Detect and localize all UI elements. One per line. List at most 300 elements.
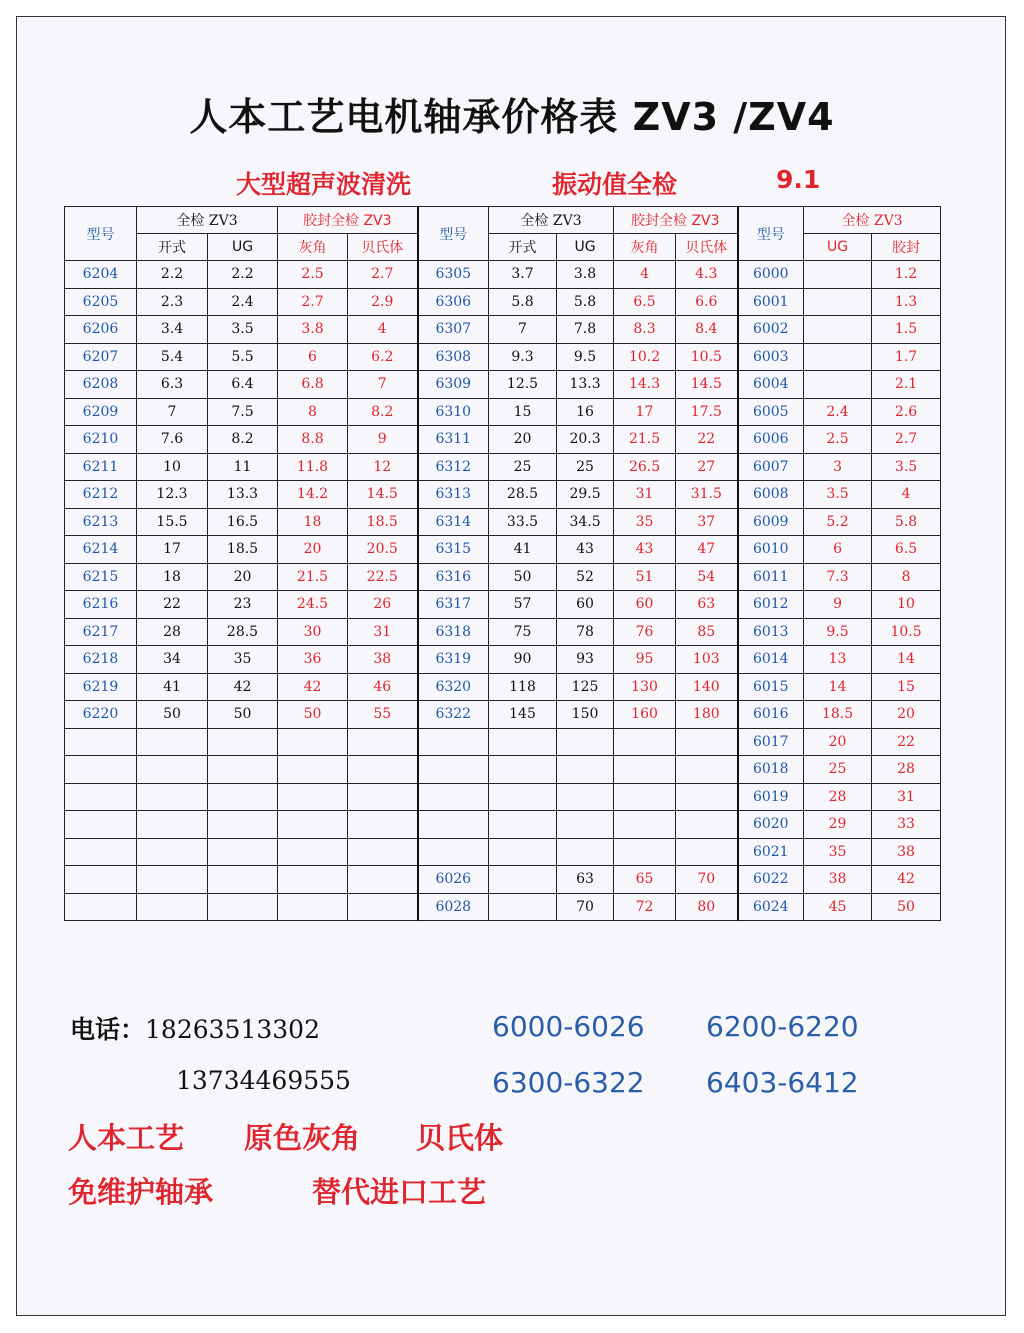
model-cell-m3: 6020 — [738, 811, 804, 839]
price-cell-f: 78 — [557, 618, 614, 646]
price-cell-d — [348, 838, 418, 866]
price-cell-d: 55 — [348, 701, 418, 729]
price-cell-i: 25 — [804, 756, 872, 784]
model-cell-m2: 6318 — [418, 618, 489, 646]
price-cell-g: 17 — [614, 398, 676, 426]
slogan-renben: 人本工艺 — [68, 1121, 185, 1155]
price-cell-i: 20 — [804, 728, 872, 756]
model-cell-m1 — [65, 811, 137, 839]
price-cell-h: 17.5 — [676, 398, 738, 426]
table-row — [65, 288, 941, 316]
price-cell-c: 24.5 — [278, 591, 348, 619]
price-cell-h: 80 — [676, 893, 738, 921]
price-cell-a: 18 — [137, 563, 208, 591]
price-cell-d: 12 — [348, 453, 418, 481]
price-cell-i: 3.5 — [804, 481, 872, 509]
price-cell-b: 5.5 — [208, 343, 278, 371]
price-cell-f: 150 — [557, 701, 614, 729]
model-cell-m2: 6315 — [418, 536, 489, 564]
price-cell-g: 43 — [614, 536, 676, 564]
price-cell-b: 28.5 — [208, 618, 278, 646]
model-cell-m3: 6019 — [738, 783, 804, 811]
price-cell-c — [278, 811, 348, 839]
price-cell-a — [137, 893, 208, 921]
price-cell-f: 16 — [557, 398, 614, 426]
price-cell-d: 8.2 — [348, 398, 418, 426]
header-ug-2: UG — [557, 234, 614, 261]
price-cell-c: 8.8 — [278, 426, 348, 454]
price-cell-i: 45 — [804, 893, 872, 921]
price-cell-e: 118 — [489, 673, 557, 701]
price-cell-a: 2.3 — [137, 288, 208, 316]
model-cell-m2 — [418, 756, 489, 784]
price-cell-h — [676, 728, 738, 756]
price-cell-h — [676, 783, 738, 811]
price-cell-h: 27 — [676, 453, 738, 481]
model-cell-m1 — [65, 728, 137, 756]
price-cell-j: 10 — [872, 591, 941, 619]
price-cell-c: 6.8 — [278, 371, 348, 399]
price-cell-g: 10.2 — [614, 343, 676, 371]
price-cell-i: 29 — [804, 811, 872, 839]
price-cell-d — [348, 811, 418, 839]
model-cell-m3: 6016 — [738, 701, 804, 729]
price-cell-h: 47 — [676, 536, 738, 564]
model-cell-m2: 6305 — [418, 261, 489, 289]
page-title: 人本工艺电机轴承价格表 ZV3 /ZV4 — [189, 95, 835, 139]
header-gray-2: 灰角 — [614, 234, 676, 261]
price-cell-e: 5.8 — [489, 288, 557, 316]
table-row — [65, 783, 941, 811]
price-cell-d: 31 — [348, 618, 418, 646]
price-cell-b: 2.2 — [208, 261, 278, 289]
model-cell-m3: 6024 — [738, 893, 804, 921]
header-ug-3: UG — [804, 234, 872, 261]
header-row-2 — [65, 234, 941, 261]
price-cell-j: 42 — [872, 866, 941, 894]
price-cell-h — [676, 756, 738, 784]
price-cell-b: 50 — [208, 701, 278, 729]
model-cell-m1: 6214 — [65, 536, 137, 564]
price-cell-a: 17 — [137, 536, 208, 564]
model-cell-m1 — [65, 838, 137, 866]
price-cell-j: 22 — [872, 728, 941, 756]
price-cell-b — [208, 783, 278, 811]
header-open-1: 开式 — [137, 234, 208, 261]
price-cell-g: 4 — [614, 261, 676, 289]
price-cell-g: 72 — [614, 893, 676, 921]
table-row — [65, 426, 941, 454]
price-cell-a: 10 — [137, 453, 208, 481]
price-cell-c: 2.5 — [278, 261, 348, 289]
price-cell-h: 103 — [676, 646, 738, 674]
price-cell-a: 50 — [137, 701, 208, 729]
table-row — [65, 261, 941, 289]
price-cell-d: 9 — [348, 426, 418, 454]
price-cell-e — [489, 811, 557, 839]
slogan-beishi: 贝氏体 — [416, 1121, 504, 1155]
price-cell-d: 2.9 — [348, 288, 418, 316]
price-cell-h: 8.4 — [676, 316, 738, 344]
price-cell-e: 3.7 — [489, 261, 557, 289]
phone-label-text: 电话： — [70, 1015, 146, 1044]
price-cell-g: 60 — [614, 591, 676, 619]
price-cell-j: 33 — [872, 811, 941, 839]
table-row — [65, 893, 941, 921]
price-cell-i: 14 — [804, 673, 872, 701]
model-cell-m3: 6014 — [738, 646, 804, 674]
price-cell-e: 57 — [489, 591, 557, 619]
price-cell-c: 30 — [278, 618, 348, 646]
price-cell-a: 22 — [137, 591, 208, 619]
price-cell-e: 25 — [489, 453, 557, 481]
table-row — [65, 838, 941, 866]
header-zv3-1: 全检 ZV3 — [137, 207, 278, 234]
table-row — [65, 536, 941, 564]
price-cell-e — [489, 893, 557, 921]
price-cell-b: 11 — [208, 453, 278, 481]
price-cell-e: 15 — [489, 398, 557, 426]
price-cell-a: 41 — [137, 673, 208, 701]
price-cell-c: 20 — [278, 536, 348, 564]
table-row — [65, 756, 941, 784]
price-cell-f: 3.8 — [557, 261, 614, 289]
price-cell-i: 28 — [804, 783, 872, 811]
price-cell-i: 13 — [804, 646, 872, 674]
price-cell-h: 70 — [676, 866, 738, 894]
price-cell-f: 5.8 — [557, 288, 614, 316]
price-cell-b: 8.2 — [208, 426, 278, 454]
model-cell-m1: 6215 — [65, 563, 137, 591]
header-seal-2: 胶封全检 ZV3 — [614, 207, 738, 234]
price-cell-i: 5.2 — [804, 508, 872, 536]
price-cell-f — [557, 811, 614, 839]
price-cell-j: 20 — [872, 701, 941, 729]
price-cell-h: 6.6 — [676, 288, 738, 316]
price-cell-h: 14.5 — [676, 371, 738, 399]
price-cell-a: 6.3 — [137, 371, 208, 399]
price-cell-j: 4 — [872, 481, 941, 509]
price-cell-g: 76 — [614, 618, 676, 646]
price-cell-c: 2.7 — [278, 288, 348, 316]
price-cell-a: 3.4 — [137, 316, 208, 344]
price-cell-e — [489, 838, 557, 866]
slogan-maintenance-free: 免维护轴承 — [68, 1175, 214, 1209]
model-cell-m2: 6309 — [418, 371, 489, 399]
price-cell-i: 6 — [804, 536, 872, 564]
price-cell-g: 160 — [614, 701, 676, 729]
price-cell-g — [614, 811, 676, 839]
price-cell-d: 46 — [348, 673, 418, 701]
model-cell-m2: 6307 — [418, 316, 489, 344]
price-cell-c — [278, 838, 348, 866]
header-gray-1: 灰角 — [278, 234, 348, 261]
price-cell-b: 16.5 — [208, 508, 278, 536]
price-cell-i: 7.3 — [804, 563, 872, 591]
table-row — [65, 563, 941, 591]
price-cell-g: 51 — [614, 563, 676, 591]
price-cell-c — [278, 728, 348, 756]
price-cell-b — [208, 893, 278, 921]
price-cell-a — [137, 783, 208, 811]
table-row — [65, 811, 941, 839]
price-cell-e — [489, 728, 557, 756]
price-cell-a: 5.4 — [137, 343, 208, 371]
model-cell-m3: 6011 — [738, 563, 804, 591]
price-cell-d: 7 — [348, 371, 418, 399]
price-cell-b — [208, 811, 278, 839]
model-cell-m1: 6212 — [65, 481, 137, 509]
price-cell-g: 130 — [614, 673, 676, 701]
price-cell-b: 35 — [208, 646, 278, 674]
price-cell-i: 9 — [804, 591, 872, 619]
model-cell-m1: 6205 — [65, 288, 137, 316]
price-cell-b: 3.5 — [208, 316, 278, 344]
price-cell-i — [804, 343, 872, 371]
header-zv3-2: 全检 ZV3 — [489, 207, 614, 234]
price-cell-f: 9.5 — [557, 343, 614, 371]
model-cell-m1: 6213 — [65, 508, 137, 536]
price-cell-e: 28.5 — [489, 481, 557, 509]
price-cell-b — [208, 756, 278, 784]
model-cell-m2: 6322 — [418, 701, 489, 729]
model-cell-m1: 6208 — [65, 371, 137, 399]
price-cell-b — [208, 838, 278, 866]
model-cell-m2: 6026 — [418, 866, 489, 894]
model-cell-m3: 6010 — [738, 536, 804, 564]
model-cell-m2: 6312 — [418, 453, 489, 481]
table-row — [65, 618, 941, 646]
range-6403: 6403-6412 — [706, 1066, 859, 1099]
price-cell-e: 12.5 — [489, 371, 557, 399]
price-cell-e: 145 — [489, 701, 557, 729]
phone-number-2: 13734469555 — [176, 1066, 351, 1095]
price-cell-f — [557, 728, 614, 756]
price-cell-g: 26.5 — [614, 453, 676, 481]
model-cell-m1: 6204 — [65, 261, 137, 289]
price-cell-e: 7 — [489, 316, 557, 344]
price-cell-h: 85 — [676, 618, 738, 646]
price-cell-e — [489, 783, 557, 811]
price-cell-g: 95 — [614, 646, 676, 674]
price-cell-h: 37 — [676, 508, 738, 536]
price-cell-c: 14.2 — [278, 481, 348, 509]
price-cell-c: 42 — [278, 673, 348, 701]
model-cell-m2: 6314 — [418, 508, 489, 536]
price-cell-g — [614, 838, 676, 866]
price-cell-j: 28 — [872, 756, 941, 784]
model-cell-m2: 6313 — [418, 481, 489, 509]
model-cell-m1: 6207 — [65, 343, 137, 371]
price-cell-b: 7.5 — [208, 398, 278, 426]
price-cell-g: 21.5 — [614, 426, 676, 454]
price-cell-h: 54 — [676, 563, 738, 591]
header-row-1 — [65, 207, 941, 234]
price-cell-d: 38 — [348, 646, 418, 674]
price-cell-d: 26 — [348, 591, 418, 619]
price-cell-h: 140 — [676, 673, 738, 701]
price-cell-g: 35 — [614, 508, 676, 536]
price-cell-a: 7 — [137, 398, 208, 426]
header-model-2: 型号 — [418, 207, 489, 261]
price-cell-h: 180 — [676, 701, 738, 729]
model-cell-m1: 6220 — [65, 701, 137, 729]
price-cell-b: 20 — [208, 563, 278, 591]
model-cell-m3: 6003 — [738, 343, 804, 371]
price-cell-c: 3.8 — [278, 316, 348, 344]
model-cell-m1 — [65, 756, 137, 784]
model-cell-m2 — [418, 783, 489, 811]
model-cell-m3: 6018 — [738, 756, 804, 784]
price-cell-i: 35 — [804, 838, 872, 866]
price-table — [64, 206, 941, 921]
header-model-1: 型号 — [65, 207, 137, 261]
header-beishi-2: 贝氏体 — [676, 234, 738, 261]
price-cell-c — [278, 783, 348, 811]
model-cell-m3: 6005 — [738, 398, 804, 426]
price-cell-i: 2.4 — [804, 398, 872, 426]
price-cell-g: 14.3 — [614, 371, 676, 399]
price-cell-b: 6.4 — [208, 371, 278, 399]
header-zv3-3: 全检 ZV3 — [804, 207, 941, 234]
model-cell-m2: 6319 — [418, 646, 489, 674]
price-cell-f: 29.5 — [557, 481, 614, 509]
model-cell-m2: 6311 — [418, 426, 489, 454]
price-cell-j: 2.7 — [872, 426, 941, 454]
price-cell-b: 42 — [208, 673, 278, 701]
model-cell-m1 — [65, 783, 137, 811]
price-cell-c — [278, 756, 348, 784]
price-cell-c: 6 — [278, 343, 348, 371]
price-cell-a: 7.6 — [137, 426, 208, 454]
price-cell-f: 20.3 — [557, 426, 614, 454]
price-cell-a: 15.5 — [137, 508, 208, 536]
price-cell-d: 22.5 — [348, 563, 418, 591]
price-cell-f: 7.8 — [557, 316, 614, 344]
table-row — [65, 316, 941, 344]
price-cell-e: 41 — [489, 536, 557, 564]
model-cell-m1: 6210 — [65, 426, 137, 454]
price-cell-e: 50 — [489, 563, 557, 591]
model-cell-m3: 6015 — [738, 673, 804, 701]
price-cell-a — [137, 756, 208, 784]
model-cell-m1: 6206 — [65, 316, 137, 344]
header-model-3: 型号 — [738, 207, 804, 261]
model-cell-m1: 6218 — [65, 646, 137, 674]
price-cell-i — [804, 288, 872, 316]
price-table-body — [65, 261, 941, 921]
price-cell-h: 22 — [676, 426, 738, 454]
model-cell-m3: 6013 — [738, 618, 804, 646]
price-cell-c — [278, 893, 348, 921]
price-cell-g — [614, 728, 676, 756]
price-cell-d — [348, 893, 418, 921]
subtitle-cleaning: 大型超声波清洗 — [236, 170, 412, 199]
price-cell-a: 12.3 — [137, 481, 208, 509]
phone-label — [70, 1010, 320, 1046]
price-cell-f: 93 — [557, 646, 614, 674]
price-cell-e: 9.3 — [489, 343, 557, 371]
price-cell-d — [348, 728, 418, 756]
price-cell-e: 90 — [489, 646, 557, 674]
price-cell-a — [137, 838, 208, 866]
price-cell-f: 52 — [557, 563, 614, 591]
price-cell-f: 34.5 — [557, 508, 614, 536]
price-cell-i: 18.5 — [804, 701, 872, 729]
price-cell-h: 31.5 — [676, 481, 738, 509]
model-cell-m2: 6317 — [418, 591, 489, 619]
price-cell-h: 63 — [676, 591, 738, 619]
model-cell-m3: 6022 — [738, 866, 804, 894]
price-cell-d: 14.5 — [348, 481, 418, 509]
model-cell-m2: 6308 — [418, 343, 489, 371]
price-cell-j: 1.5 — [872, 316, 941, 344]
price-cell-a: 34 — [137, 646, 208, 674]
price-cell-g: 6.5 — [614, 288, 676, 316]
price-cell-b — [208, 866, 278, 894]
price-cell-d: 6.2 — [348, 343, 418, 371]
price-cell-j: 10.5 — [872, 618, 941, 646]
model-cell-m2: 6306 — [418, 288, 489, 316]
price-cell-j: 3.5 — [872, 453, 941, 481]
price-cell-c — [278, 866, 348, 894]
slogan-color: 原色灰角 — [244, 1121, 361, 1155]
price-cell-f: 43 — [557, 536, 614, 564]
price-cell-d: 18.5 — [348, 508, 418, 536]
price-cell-j: 2.6 — [872, 398, 941, 426]
price-cell-f: 70 — [557, 893, 614, 921]
table-row — [65, 673, 941, 701]
model-cell-m2 — [418, 838, 489, 866]
price-cell-i: 9.5 — [804, 618, 872, 646]
table-row — [65, 866, 941, 894]
model-cell-m1 — [65, 893, 137, 921]
price-cell-c: 8 — [278, 398, 348, 426]
price-cell-f: 125 — [557, 673, 614, 701]
range-6000: 6000-6026 — [492, 1010, 645, 1043]
header-seal-1: 胶封全检 ZV3 — [278, 207, 418, 234]
model-cell-m3: 6021 — [738, 838, 804, 866]
table-row — [65, 728, 941, 756]
price-table-wrap — [64, 206, 941, 921]
table-row — [65, 481, 941, 509]
price-cell-g: 8.3 — [614, 316, 676, 344]
model-cell-m3: 6017 — [738, 728, 804, 756]
price-cell-d — [348, 866, 418, 894]
price-cell-h — [676, 811, 738, 839]
model-cell-m3: 6002 — [738, 316, 804, 344]
table-row — [65, 398, 941, 426]
model-cell-m2 — [418, 811, 489, 839]
model-cell-m2: 6320 — [418, 673, 489, 701]
price-cell-i — [804, 261, 872, 289]
model-cell-m3: 6009 — [738, 508, 804, 536]
price-cell-b: 18.5 — [208, 536, 278, 564]
price-cell-f — [557, 783, 614, 811]
price-cell-j: 1.2 — [872, 261, 941, 289]
range-6300: 6300-6322 — [492, 1066, 645, 1099]
price-cell-c: 21.5 — [278, 563, 348, 591]
model-cell-m3: 6004 — [738, 371, 804, 399]
range-6200: 6200-6220 — [706, 1010, 859, 1043]
subtitle-date: 9.1 — [776, 165, 821, 194]
model-cell-m1: 6219 — [65, 673, 137, 701]
model-cell-m1 — [65, 866, 137, 894]
price-cell-g: 65 — [614, 866, 676, 894]
price-cell-e — [489, 866, 557, 894]
header-seal-3: 胶封 — [872, 234, 941, 261]
price-cell-e: 20 — [489, 426, 557, 454]
